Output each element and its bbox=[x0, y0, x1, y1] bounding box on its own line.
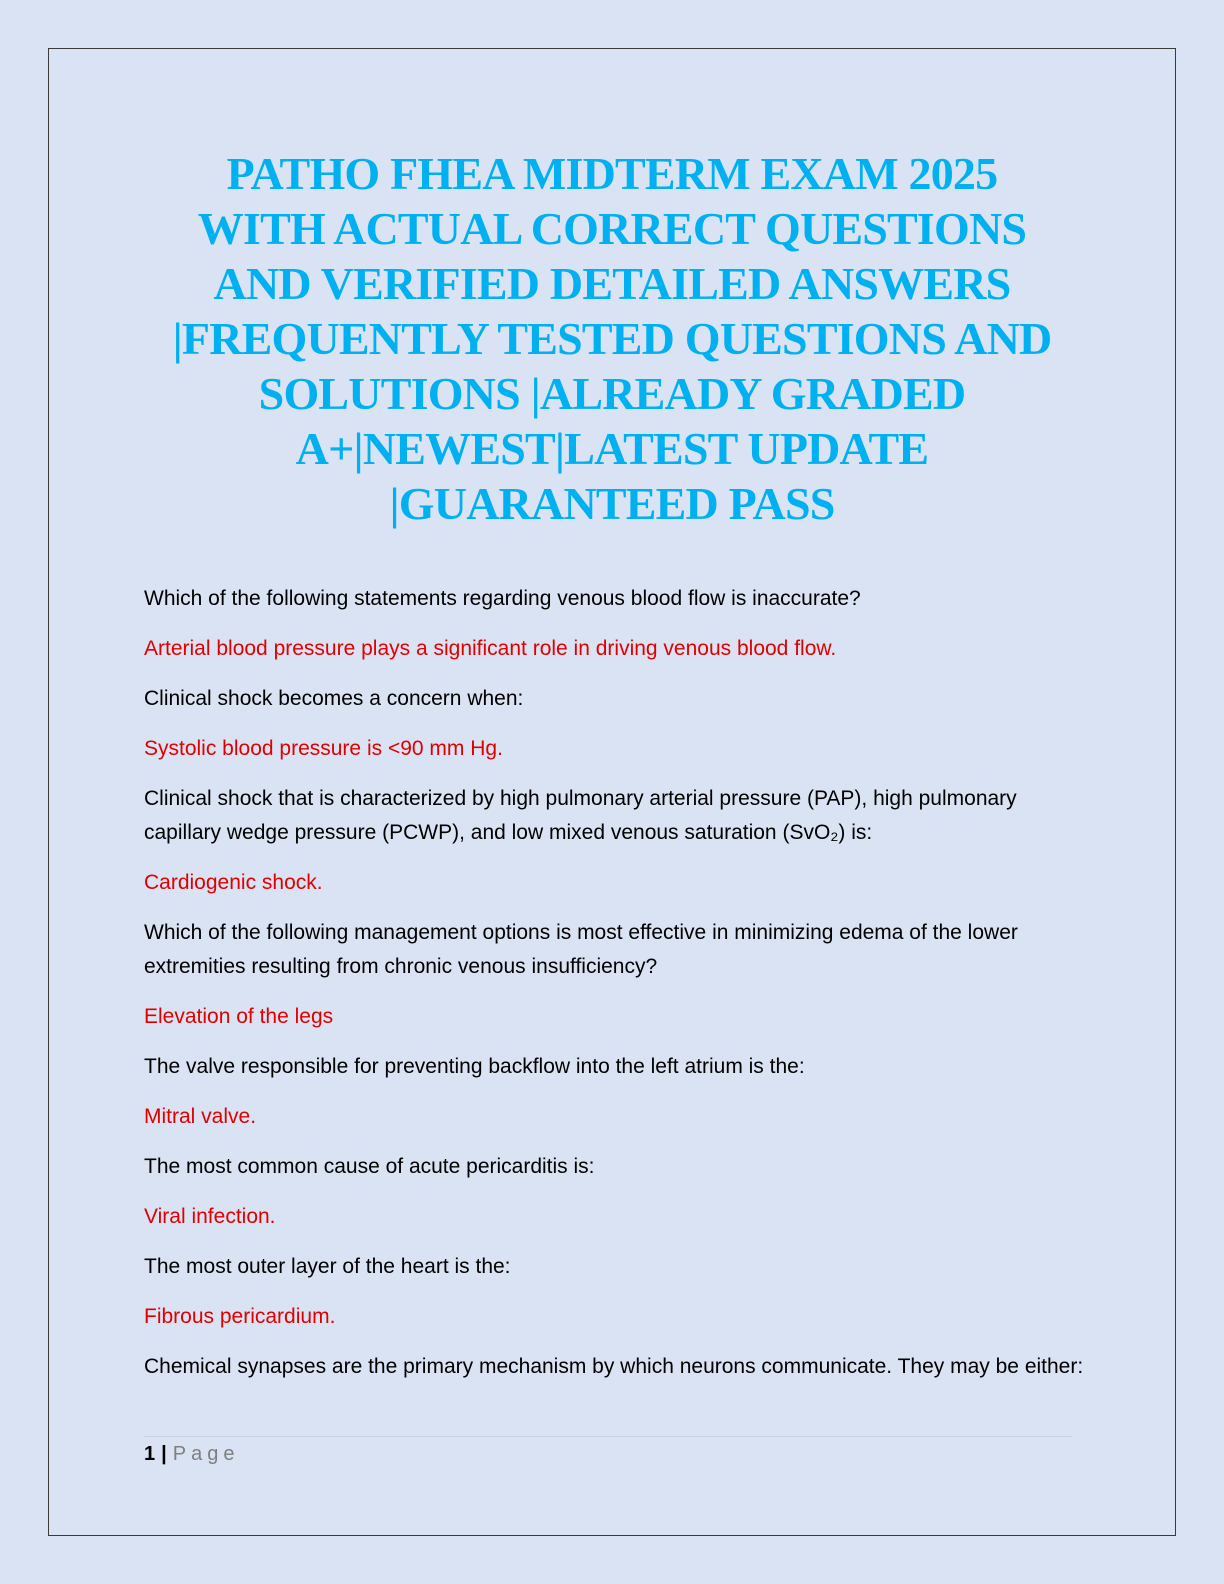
title-line: SOLUTIONS |ALREADY GRADED bbox=[258, 368, 966, 419]
page-number: 1 bbox=[144, 1443, 156, 1465]
page-footer bbox=[144, 1440, 239, 1468]
answer-text: Mitral valve. bbox=[144, 1105, 257, 1128]
question-text: The most outer layer of the heart is the: bbox=[144, 1255, 511, 1278]
footer-divider bbox=[144, 1436, 1072, 1437]
question-text: Clinical shock that is characterized by high pulmonary arterial pressure (PAP), high pulmonary capillary wedge pressure (PCWP), and low mixed venous saturation (SvO₂) is: bbox=[144, 787, 1017, 844]
answer-text: Cardiogenic shock. bbox=[144, 871, 323, 894]
answer-text: Fibrous pericardium. bbox=[144, 1305, 336, 1328]
answer-text: Elevation of the legs bbox=[144, 1005, 334, 1028]
document-title bbox=[140, 146, 1084, 531]
title-line: |FREQUENTLY TESTED QUESTIONS AND bbox=[172, 313, 1052, 364]
question-text: The valve responsible for preventing backflow into the left atrium is the: bbox=[144, 1055, 805, 1078]
answer-text: Systolic blood pressure is <90 mm Hg. bbox=[144, 737, 503, 760]
title-line: AND VERIFIED DETAILED ANSWERS bbox=[213, 258, 1011, 309]
question-text: Which of the following statements regarding venous blood flow is inaccurate? bbox=[144, 587, 861, 610]
question-text: Chemical synapses are the primary mechanism by which neurons communicate. They may be either: bbox=[144, 1355, 1084, 1378]
question-text: Which of the following management options is most effective in minimizing edema of the lower extremities resulting from chronic venous insufficiency? bbox=[144, 921, 1018, 978]
title-line: A+|NEWEST|LATEST UPDATE bbox=[295, 423, 929, 474]
answer-text: Arterial blood pressure plays a significant role in driving venous blood flow. bbox=[144, 637, 837, 660]
answer-text: Viral infection. bbox=[144, 1205, 276, 1228]
page-separator: | bbox=[161, 1443, 167, 1465]
question-text: The most common cause of acute pericarditis is: bbox=[144, 1155, 595, 1178]
page-label: Page bbox=[172, 1443, 240, 1465]
qa-content bbox=[144, 582, 1088, 1400]
title-line: PATHO FHEA MIDTERM EXAM 2025 bbox=[226, 148, 998, 199]
title-line: |GUARANTEED PASS bbox=[389, 478, 835, 529]
question-text: Clinical shock becomes a concern when: bbox=[144, 687, 524, 710]
title-line: WITH ACTUAL CORRECT QUESTIONS bbox=[197, 203, 1027, 254]
